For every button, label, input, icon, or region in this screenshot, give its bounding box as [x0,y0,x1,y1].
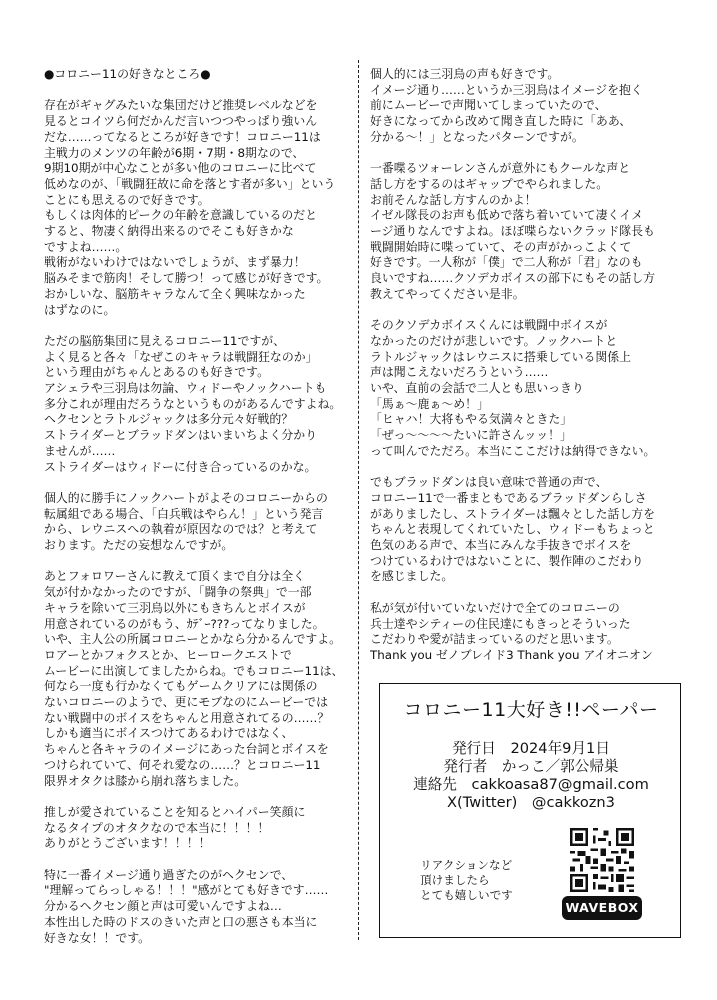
reaction-note: リアクションなど 頂けましたら とても嬉しいです [420,858,513,902]
left-heading: ●コロニー11の好きなところ● [44,67,211,81]
left-column [44,67,346,962]
wavebox-logo[interactable]: WAVEBOX [562,896,642,920]
right-paragraph: 私が気が付いていないだけで全てのコロニーの 兵士達やシティーの住民達にもきっとそういった こだわりや愛が詰まっているのだと思います。 Thank you ゼノブレイド3 Thank you アイオニオン [370,600,653,662]
colophon-details [386,740,676,812]
left-paragraph: 存在がギャグみたいな集団だけど推奨レベルなどを 見るとコイツら何だかんだ言いつつやっぱり強いん だな……ってなるところが好きです！コロニー11は 主戦力のメンツの年齢が6期・7期・8期なので、 9期10期が中心なことが多い他のコロニーに比べて 低めなのが、「戦闘狂故に命を落とす者が多い」という ことにも思えるので好きです。 もしくは肉体的ピークの年齢を意識しているのだと すると、物凄く納得出来るのでそこも好きかな ですよね……。 戦術がないわけではないでしょうが、まず暴力！ 脳みそまで筋肉！そして勝つ！って感じが好きです。 おかしいな、脳筋キャラなんて全く興味なかった はずなのに。 [44,98,336,317]
left-paragraph: 特に一番イメージ通り過ぎたのがヘクセンで、 "理解ってらっしゃる！！！"感がとても好きです…… 分かるヘクセン顔と声は可愛いんですよね… 本性出した時のドスのきいた声と口の悪さも本当に 好きな女！！です。 [44,867,329,945]
left-paragraph: あとフォロワーさんに教えて頂くまで自分は全く 気が付かなかったのですが、「闘争の祭典」で一部 キャラを除いて三羽烏以外にもきちんとボイスが 用意されているのがもう、ｶﾃﾞｰ???ってなりました。 いや、主人公の所属コロニーとかなら分かるんですよ。 ロアーとかフォクスとか、ヒーロークエストで ムービーに出演してましたからね。でもコロニー11は、 何なら一度も行かなくてもゲームクリアには関係の ないコロニーのようで、更にモブなのにムービーでは ない戦闘中のボイスをちゃんと用意されてるの……？ しかも適当にボイスつけてあるわけではなく、 ちゃんと各キャラのイメージにあった台詞とボイスを つけられていて、何それ愛なの……？とコロニー11 限界オタクは膝から崩れ落ちました。 [44,569,344,788]
left-paragraph: 推しが愛されていることを知るとハイパー笑顔に なるタイプのオタクなので本当に！！！！ ありがとうございます！！！！ [44,804,306,851]
issue-date: 発行日 2024年9月1日 [452,740,610,757]
right-paragraph: そのクソデカボイスくんには戦闘中ボイスが なかったのだけが悲しいです。ノックハートと ラトルジャックはレウニスに搭乗している関係上 声は聞こえないだろうという…… いや、直前の会話で二人とも思いっきり 「馬ぁ〜鹿ぁ〜め！」 「ヒャハ！大将もやる気満々ときた」 「ぜっ〜〜〜〜たいに許さんッッ！」 って叫んでただろ。本当にここだけは納得できない。 [370,318,656,458]
right-paragraph: 一番喋るツォーレンさんが意外にもクールな声と 話し方をするのはギャップでやられました。 お前そんな話し方すんのかよ！ イゼル隊長のお声も低めで落ち着いていて凄くイメ ージ通りなんですよね。ほぼ喋らないクラッド隊長も 戦闘開始時に喋っていて、その声がかっこよくて 好きです。一人称が「僕」で二人称が「君」なのも 良いですね……クソデカボイスの部下にもその話し方 教えてやってください是非。 [370,161,656,301]
qr-code-icon[interactable] [570,828,634,892]
paper-title: コロニー11大好き!!ペーパー [403,699,659,721]
twitter-handle: X(Twitter) @cakkozn3 [447,794,615,811]
column-divider [358,60,359,940]
publisher: 発行者 かっこ／郭公帰巣 [443,758,619,775]
colophon-box [379,683,681,938]
right-paragraph: 個人的には三羽烏の声も好きです。 イメージ通り……というか三羽烏はイメージを抱く 前にムービーで声聞いてしまっていたので、 好きになってから改めて聞き直した時に「ああ、 分かる〜！」となったパターンですが。 [370,67,643,144]
right-column [370,67,682,679]
contact-email: 連絡先 cakkoasa87@gmail.com [413,776,649,793]
left-paragraph: ただの脳筋集団に見えるコロニー11ですが、 よく見ると各々「なぜこのキャラは戦闘狂なのか」 という理由がちゃんとあるのも好きです。 アシェラや三羽烏は勿論、ウィドーやノックハートも 多分これが理由だろうなというものがあるんですよね。 ヘクセンとラトルジャックは多分元々好戦的？ ストライダーとブラッドダンはいまいちよく分かり ませんが…… ストライダーはウィドーに付き合っているのかな。 [44,333,342,474]
left-paragraph: 個人的に勝手にノックハートがよそのコロニーからの 転属組である場合、「白兵戦はやらん！」という発言 から、レウニスへの執着が原因なのでは？と考えて おります。ただの妄想なんですが。 [44,490,328,553]
right-paragraph: でもブラッドダンは良い意味で普通の声で、 コロニー11で一番まともであるブラッドダンらしさ がありましたし、ストライダーは飄々とした話し方を ちゃんと表現してくれていたし、ウィドーもちょっと 色気のある声で、本当にみんな手抜きでボイスを つけているわけではないことに、製作陣のこだわり を感じました。 [370,475,656,584]
